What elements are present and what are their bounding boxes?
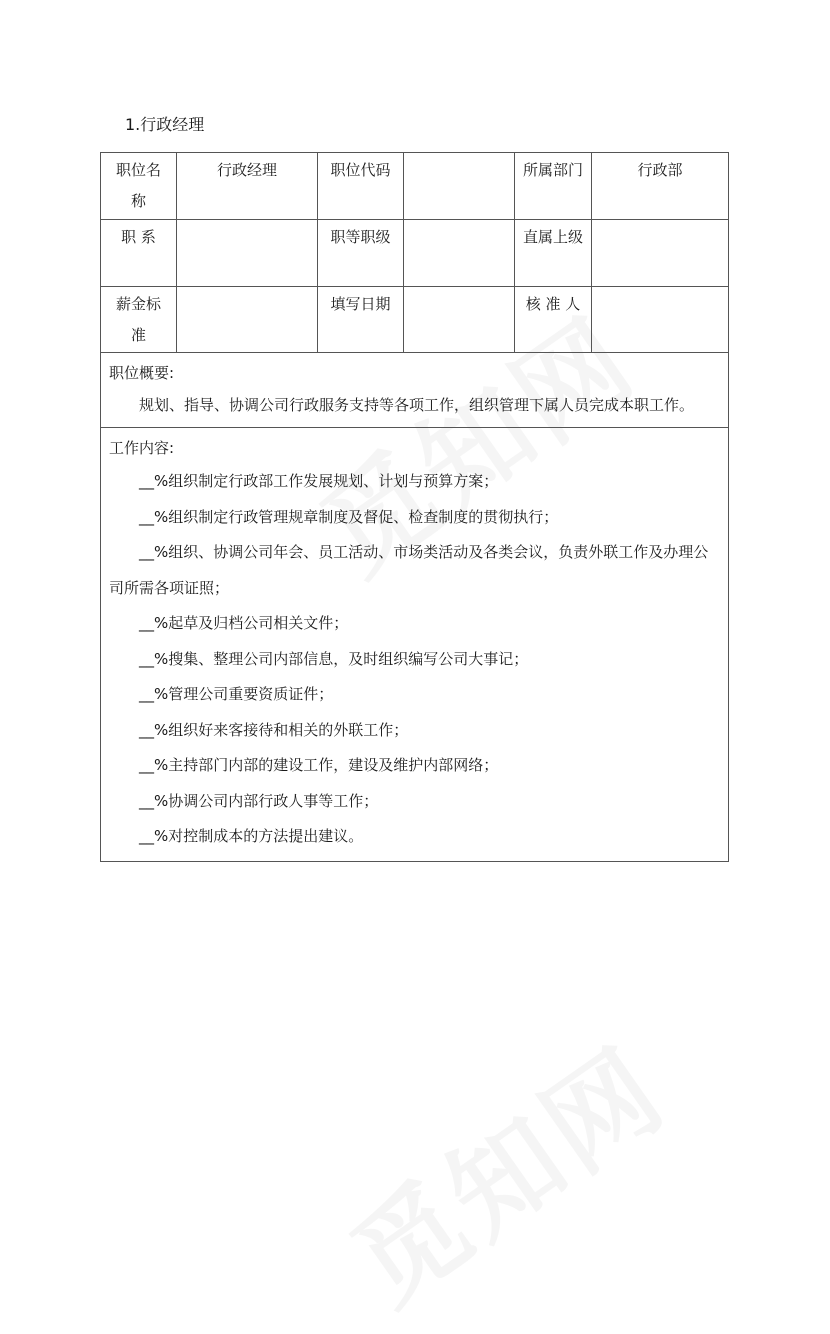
table-row	[101, 287, 729, 353]
position-code-label: 职位代码	[318, 153, 404, 220]
summary-label: 职位概要:	[109, 364, 175, 382]
duty-item: __%主持部门内部的建设工作，建设及维护内部网络；	[139, 756, 499, 774]
department-label: 所属部门	[515, 153, 592, 220]
duty-item: __%协调公司内部行政人事等工作；	[139, 791, 379, 810]
watermark-bottom	[316, 1004, 692, 1333]
summary-cell	[101, 353, 729, 428]
fill-date-value[interactable]	[404, 287, 515, 353]
job-grade-label: 职等职级	[318, 220, 404, 287]
summary-text: 规划、指导、协调公司行政服务支持等各项工作，组织管理下属人员完成本职工作。	[139, 396, 695, 414]
duty-item: __%组织、协调公司年会、员工活动、市场类活动及各类会议，负责外联工作及办理公司所需各项证照；	[109, 543, 709, 597]
page-title: 1.行政经理	[125, 115, 205, 134]
department-value[interactable]: 行政部	[592, 153, 729, 220]
approver-value[interactable]	[592, 287, 729, 353]
duties-label: 工作内容:	[109, 439, 175, 457]
position-name-value[interactable]: 行政经理	[177, 153, 318, 220]
duty-item: __%起草及归档公司相关文件；	[139, 614, 349, 632]
position-name-label: 职位名称	[101, 153, 177, 220]
duties-cell	[101, 428, 729, 862]
duty-item: __%对控制成本的方法提出建议。	[139, 827, 364, 845]
job-description-table	[100, 152, 729, 862]
position-code-value[interactable]	[404, 153, 515, 220]
fill-date-label: 填写日期	[318, 287, 404, 353]
job-family-value[interactable]	[177, 220, 318, 287]
duty-item: __%组织制定行政管理规章制度及督促、检查制度的贯彻执行；	[139, 507, 559, 526]
duty-item: __%搜集、整理公司内部信息，及时组织编写公司大事记；	[139, 649, 529, 668]
job-grade-value[interactable]	[404, 220, 515, 287]
salary-standard-label: 薪金标准	[101, 287, 177, 353]
duty-item: __%组织好来客接待和相关的外联工作；	[139, 720, 409, 739]
table-row	[101, 153, 729, 220]
duty-item: __%组织制定行政部工作发展规划、计划与预算方案；	[139, 472, 499, 490]
approver-label: 核 准 人	[515, 287, 592, 353]
salary-standard-value[interactable]	[177, 287, 318, 353]
direct-supervisor-label: 直属上级	[515, 220, 592, 287]
job-family-label: 职 系	[101, 220, 177, 287]
table-row	[101, 220, 729, 287]
summary-row	[101, 353, 729, 428]
duty-item: __%管理公司重要资质证件；	[139, 685, 334, 703]
direct-supervisor-value[interactable]	[592, 220, 729, 287]
duties-row	[101, 428, 729, 862]
